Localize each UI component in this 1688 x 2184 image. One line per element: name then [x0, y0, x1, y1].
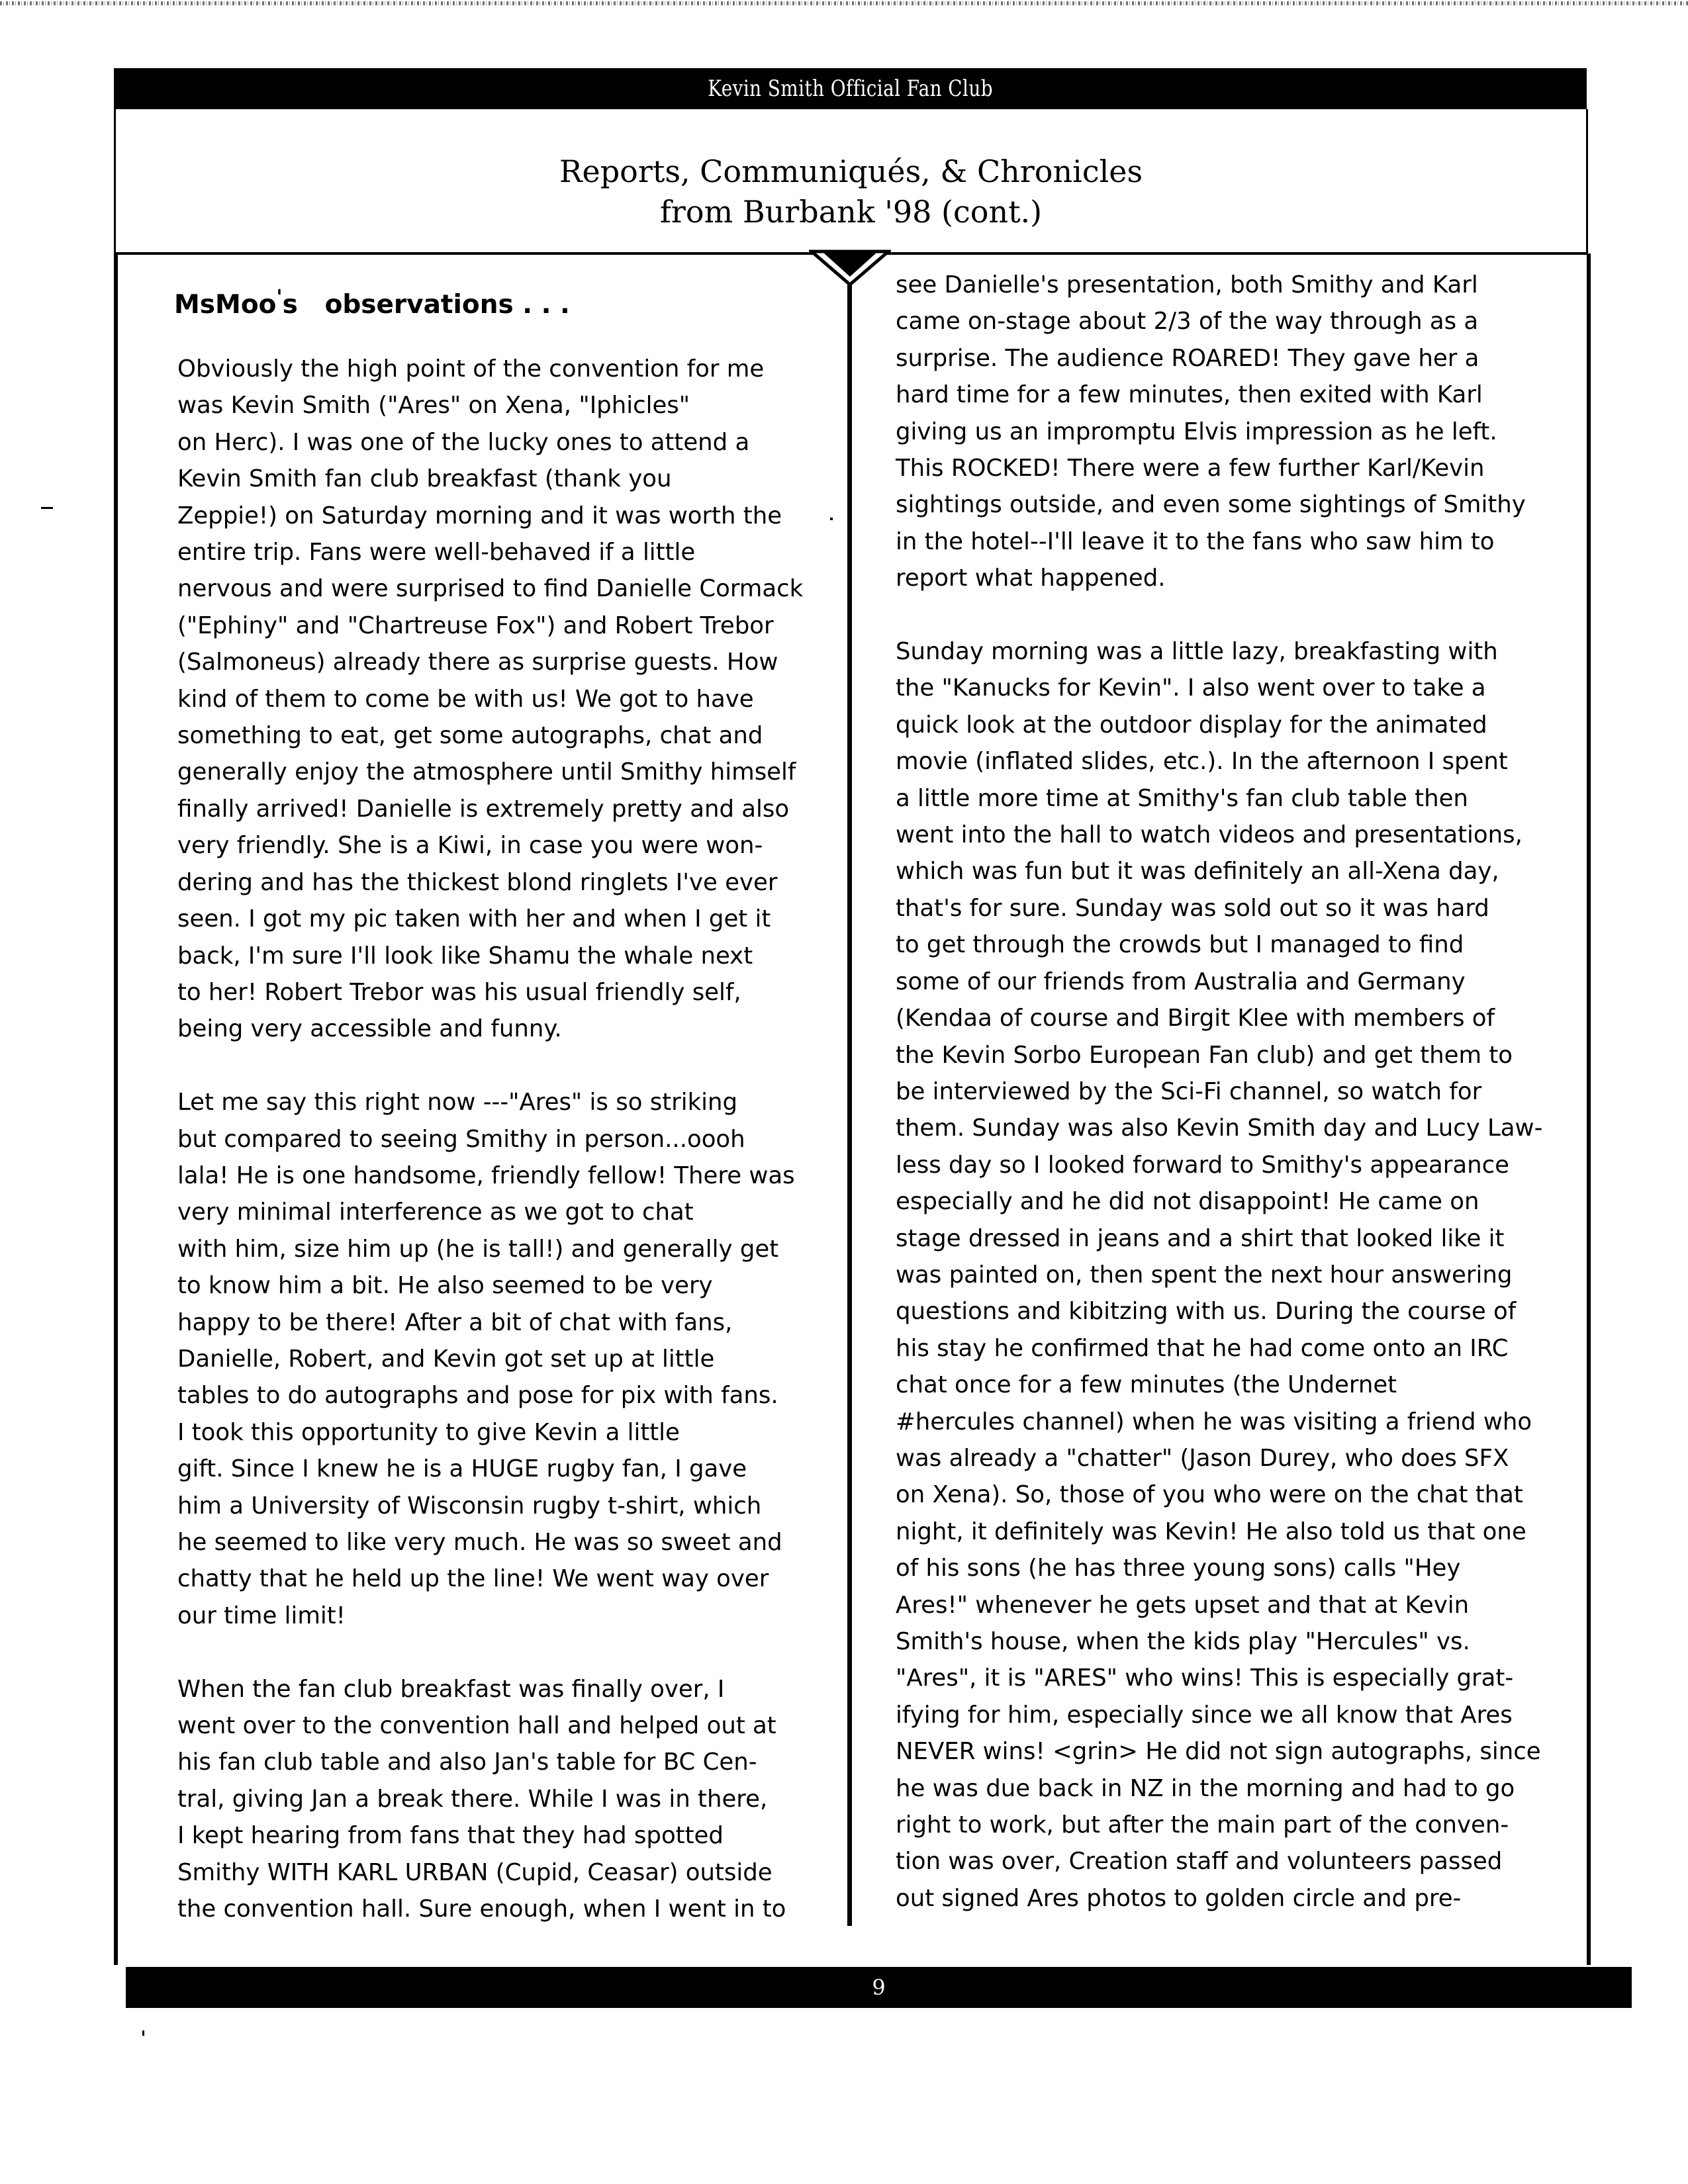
heading-text: observations . . . — [324, 290, 570, 320]
column-divider — [847, 285, 852, 1926]
paragraph: Let me say this right now ---"Ares" is so striking but compared to seeing Smithy in person...oooh lala! He is one handsome, friendly fellow! There was very minimal interference as we got to chat with him, size him up (he is tall!) and generally get to know him a bit. He also seemed to be very happy to be there! After a bit of chat with fans, Danielle, Robert, and Kevin got set up at little tables to do autographs and pose for pix with fans. I took this opportunity to give Kevin a little gift. Since I knew he is a HUGE rugby fan, I gave him a University of Wisconsin rugby t-shirt, which he seemed to like very much. He was so sweet and chatty that he held up the line! We went way over our time limit! — [177, 1089, 795, 1629]
paragraph: When the fan club breakfast was finally over, I went over to the convention hall and helped out at his fan club table and also Jan's table for BC Cen- tral, giving Jan a break there. While I was in there, I kept hearing from fans that they had spotted Smithy WITH KARL URBAN (Cupid, Ceasar) outside the convention hall. Sure enough, when I went in to — [177, 1675, 786, 1923]
scan-speck — [830, 518, 833, 520]
page-subtitle: from Burbank '98 (cont.) — [659, 194, 1043, 230]
heading-author: MsMoo — [174, 290, 277, 320]
scan-edge-artifact — [0, 1, 1688, 5]
banner-title: Kevin Smith Official Fan Club — [708, 75, 993, 102]
scan-speck — [142, 2030, 144, 2036]
paragraph: see Danielle's presentation, both Smithy and Karl came on-stage about 2/3 of the way through as a surprise. The audience ROARED! They gave her a hard time for a few minutes, then exited with Karl giving us an impromptu Elvis impression as he left. This ROCKED! There were a few further Karl/Kevin sightings outside, and even some sightings of Smithy in the hotel--I'll leave it to the fans who saw him to report what happened. — [896, 271, 1526, 592]
divider-triangle-icon — [809, 246, 891, 287]
left-column — [177, 351, 833, 1964]
heading-apostrophe: ' — [276, 286, 283, 309]
paragraph: Sunday morning was a little lazy, breakfasting with the "Kanucks for Kevin". I also went over to take a quick look at the outdoor display for the animated movie (inflated slides, etc.). In the afternoon I spent a little more time at Smithy's fan club table then went into the hall to watch videos and presentations, which was fun but it was definitely an all-Xena day, that's for sure. Sunday was sold out so it was hard to get through the crowds but I managed to find some of our friends from Australia and Germany (Kendaa of course and Birgit Klee with members of the Kevin Sorbo European Fan club) and get them to be interviewed by the Sci-Fi channel, so watch for them. Sunday was also Kevin Smith day and Lucy Law- less day so I looked forward to Smithy's appearance especially and he did not disappoint! He came on stage dressed in jeans and a shirt that looked like it was painted on, then spent the next hour answering questions and kibitzing with us. During the course of his stay he confirmed that he had come onto an IRC chat once for a few minutes (the Undernet #hercules channel) when he was visiting a friend who was already a "chatter" (Jason Durey, who does SFX on Xena). So, those of you who were on the chat that night, it definitely was Kevin! He also told us that one of his sons (he has three young sons) calls "Hey Ares!" whenever he gets upset and that at Kevin Smith's house, when the kids play "Hercules" vs. "Ares", it is "ARES" who wins! This is especially grat- ifying for him, especially since we all know that Ares NEVER wins! <grin> He did not sign autographs, since he was due back in NZ in the morning and had to go right to work, but after the main part of the conven- tion was over, Creation staff and volunteers passed out signed Ares photos to golden circle and pre- — [896, 638, 1543, 1912]
right-column — [896, 267, 1571, 1954]
heading-possessive: s — [282, 290, 298, 320]
article-heading — [174, 286, 570, 320]
page-title: Reports, Communiqués, & Chronicles — [559, 154, 1143, 189]
header-banner — [114, 68, 1587, 109]
title-box — [114, 109, 1588, 255]
scan-speck — [41, 507, 53, 509]
footer-bar — [126, 1967, 1632, 2008]
paragraph: Obviously the high point of the convention for me was Kevin Smith ("Ares" on Xena, "Iphicles" on Herc). I was one of the lucky ones to attend a Kevin Smith fan club breakfast (thank you Zeppie!) on Saturday morning and it was worth the entire trip. Fans were well-behaved if a little nervous and were surprised to find Danielle Cormack ("Ephiny" and "Chartreuse Fox") and Robert Trebor (Salmoneus) already there as surprise guests. How kind of them to come be with us! We got to have something to eat, get some autographs, chat and generally enjoy the atmosphere until Smithy himself finally arrived! Danielle is extremely pretty and also very friendly. She is a Kiwi, in case you were won- dering and has the thickest blond ringlets I've ever seen. I got my pic taken with her and when I get it back, I'm sure I'll look like Shamu the whale next to her! Robert Trebor was his usual friendly self, being very accessible and funny. — [177, 355, 804, 1043]
page-number: 9 — [872, 1975, 886, 2000]
